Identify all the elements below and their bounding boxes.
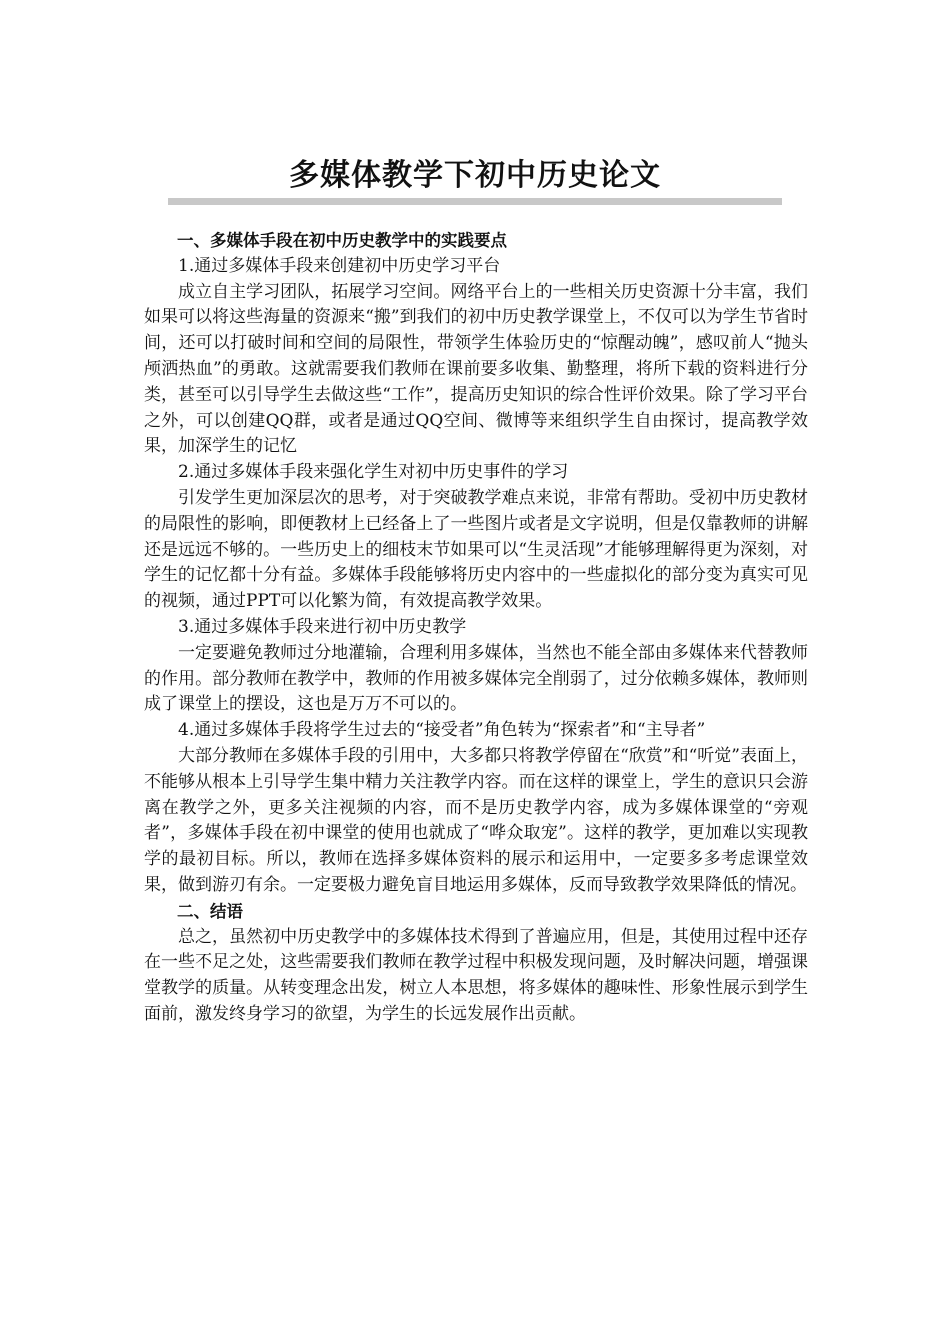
subsection-heading: 2.通过多媒体手段来强化学生对初中历史事件的学习 [178,462,569,483]
section-heading: 二、结语 [177,901,243,921]
paragraph: 引发学生更加深层次的思考，对于突破教学难点来说，非常有帮助。受初中历史教材的局限性的影响，即便教材上已经备上了一些图片或者是文字说明，但是仅靠教师的讲解还是远远不够的。一些历史上的细枝末节如果可以“生灵活现”才能够理解得更为深刻，对学生的记忆都十分有益。多媒体手段能够将历史内容中的一些虚拟化的部分变为真实可见的视频，通过PPT可以化繁为简，有效提高教学效果。 [144,487,808,612]
paragraph: 大部分教师在多媒体手段的引用中，大多都只将教学停留在“欣赏”和“听觉”表面上，不能够从根本上引导学生集中精力关注教学内容。而在这样的课堂上，学生的意识只会游离在教学之外，更多关注视频的内容，而不是历史教学内容，成为多媒体课堂的“旁观者”，多媒体手段在初中课堂的使用也就成了“哗众取宠”。这样的教学，更加难以实现教学的最初目标。所以，教师在选择多媒体资料的展示和运用中，一定要多多考虑课堂效果，做到游刃有余。一定要极力避免盲目地运用多媒体，反而导致教学效果降低的情况。 [144,745,808,895]
paragraph: 一定要避免教师过分地灌输，合理利用多媒体，当然也不能全部由多媒体来代替教师的作用。部分教师在教学中，教师的作用被多媒体完全削弱了，过分依赖多媒体，教师则成了课堂上的摆设，这也是万万不可以的。 [144,642,808,715]
document-body [144,228,808,1028]
subsection-heading: 4.通过多媒体手段将学生过去的“接受者”角色转为“探索者”和“主导者” [178,720,706,741]
subsection-heading: 3.通过多媒体手段来进行初中历史教学 [178,616,467,637]
subsection-heading: 1.通过多媒体手段来创建初中历史学习平台 [178,255,501,276]
paragraph: 成立自主学习团队，拓展学习空间。网络平台上的一些相关历史资源十分丰富，我们如果可以将这些海量的资源来“搬”到我们的初中历史教学课堂上，不仅可以为学生节省时间，还可以打破时间和空间的局限性，带领学生体验历史的“惊醒动魄”，感叹前人“抛头颅洒热血”的勇敢。这就需要我们教师在课前要多收集、勤整理，将所下载的资料进行分类，甚至可以引导学生去做这些“工作”，提高历史知识的综合性评价效果。除了学习平台之外，可以创建QQ群，或者是通过QQ空间、微博等来组织学生自由探讨，提高教学效果，加深学生的记忆 [144,281,808,457]
paragraph: 总之，虽然初中历史教学中的多媒体技术得到了普遍应用，但是，其使用过程中还存在一些不足之处，这些需要我们教师在教学过程中积极发现问题，及时解决问题，增强课堂教学的质量。从转变理念出发，树立人本思想，将多媒体的趣味性、形象性展示到学生面前，激发终身学习的欲望，为学生的长远发展作出贡献。 [144,926,808,1024]
document-title: 多媒体教学下初中历史论文 [289,158,661,193]
title-divider [168,198,782,205]
section-heading: 一、多媒体手段在初中历史教学中的实践要点 [177,231,507,250]
